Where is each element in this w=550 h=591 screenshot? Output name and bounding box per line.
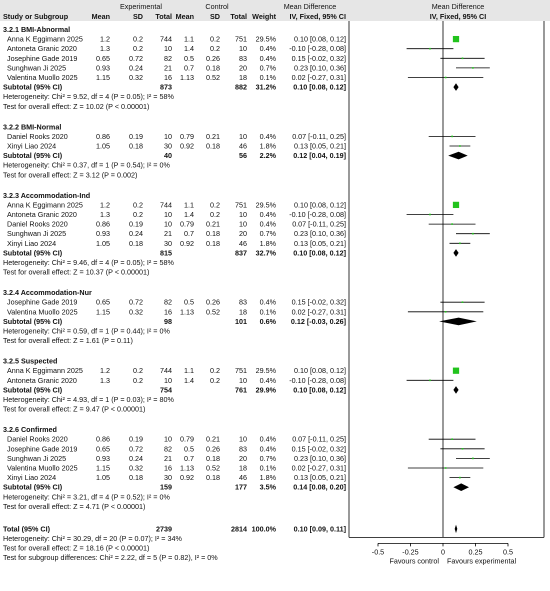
group-1-study-4-c-sd: 0.18 [206,63,220,73]
group-6-study-5-ci: 0.13 [0.05, 0.21] [294,473,346,483]
group-1-study-4-e-mean: 0.93 [96,63,110,73]
group-6-study-3-c-sd: 0.18 [206,453,220,463]
group-5-study-2-c-mean: 1.4 [184,375,194,385]
group-1-study-3-ci: 0.15 [-0.02, 0.32] [291,53,346,63]
total-ci: 0.10 [0.09, 0.11] [293,524,346,534]
group-5-study-2-name: Antoneta Granic 2020 [7,375,77,385]
group-6-study-2-ci: 0.15 [-0.02, 0.32] [291,444,346,454]
group-6-study-1-ci: 0.07 [-0.11, 0.25] [292,434,346,444]
header-plot-ci: IV, Fixed, 95% CI [429,12,487,21]
group-6-study-2-c-sd: 0.26 [206,444,220,454]
group-6-study-4-c-sd: 0.52 [206,463,220,473]
group-1-study-2-square [429,48,431,50]
group-5-study-1-c-total: 751 [235,366,247,376]
group-5-study-2-c-total: 10 [239,375,247,385]
header-c-mean: Mean [175,12,194,21]
group-3-study-5-ci: 0.13 [0.05, 0.21] [294,238,346,248]
group-5-study-1-name: Anna K Eggimann 2025 [7,366,83,376]
group-6-title: 3.2.6 Confirmed [3,425,57,435]
group-2-subtotal-ci: 0.12 [0.04, 0.19] [293,151,346,161]
group-5-subtotal-e-total: 754 [160,385,172,395]
group-4-note-1: Heterogeneity: Chi² = 0.59, df = 1 (P = 0.44); I² = 0% [3,326,170,336]
group-5-note-2: Test for overall effect: Z = 9.47 (P < 0.00001) [3,404,146,414]
group-5-study-1-e-sd: 0.2 [133,366,143,376]
group-3-study-3-name: Daniel Rooks 2020 [7,219,68,229]
group-3-study-2-e-total: 10 [164,210,172,219]
group-4-study-2-square [445,311,447,313]
x-tick-label-1: -0.5 [371,547,385,557]
group-6-study-1-name: Daniel Rooks 2020 [7,434,68,444]
group-1-study-2-e-total: 10 [164,44,172,54]
group-5-subtotal-label: Subtotal (95% CI) [3,385,63,395]
group-5-study-2-e-mean: 1.3 [100,375,110,385]
group-2-study-1-e-sd: 0.19 [129,131,143,141]
group-3-study-2-c-total: 10 [239,210,247,219]
group-2-study-2-square [459,145,461,147]
group-3-subtotal-label: Subtotal (95% CI) [3,248,63,258]
group-1-study-1-square [453,36,459,42]
group-2-subtotal-label: Subtotal (95% CI) [3,151,63,161]
group-1-study-3-name: Josephine Gade 2019 [7,53,78,63]
group-3-study-5-e-sd: 0.18 [129,238,143,248]
group-1-study-3-c-sd: 0.26 [206,53,220,63]
header-c-total: Total [230,12,247,21]
group-6-note-1: Heterogeneity: Chi² = 3.21, df = 4 (P = 0.52); I² = 0% [3,492,170,502]
group-1-study-2-c-mean: 1.4 [184,44,194,54]
group-1-study-4-e-sd: 0.24 [129,63,143,73]
group-4-subtotal-ci: 0.12 [-0.03, 0.26] [290,316,346,326]
group-2-title: 3.2.2 BMI-Normal [3,122,62,132]
group-1-study-3-e-total: 82 [164,53,172,63]
group-3-title: 3.2.3 Accommodation-Ind [3,190,91,200]
group-1-study-1-c-mean: 1.1 [184,34,194,44]
group-1-study-4-e-total: 21 [164,63,172,73]
group-3-subtotal-e-total: 815 [160,248,172,258]
group-3-study-1-c-sd: 0.2 [210,200,220,210]
group-1-subtotal-e-total: 873 [160,82,172,92]
group-3-study-4-ci: 0.23 [0.10, 0.36] [294,229,346,239]
group-1-study-5-e-mean: 1.15 [96,73,110,82]
group-2-study-2-c-total: 46 [239,141,247,151]
group-1-study-3-e-mean: 0.65 [96,53,110,63]
group-3-study-3-e-sd: 0.19 [129,219,143,229]
group-1-study-5-e-sd: 0.32 [129,73,143,82]
group-1-subtotal-ci: 0.10 [0.08, 0.12] [293,82,346,92]
group-6-study-1-c-mean: 0.79 [180,434,194,444]
group-6-subtotal-ci: 0.14 [0.08, 0.20] [293,482,346,492]
group-3-study-4-square [472,233,474,235]
group-3-study-3-e-total: 10 [164,219,172,229]
group-6-study-1-c-total: 10 [239,434,247,444]
group-3-study-4-e-mean: 0.93 [96,229,110,239]
group-1-study-3-c-mean: 0.5 [184,53,194,63]
group-3-study-4-weight: 0.7% [259,229,276,239]
group-6-subtotal-e-total: 159 [160,482,172,492]
group-3-study-3-weight: 0.4% [259,219,276,229]
group-3-study-5-c-mean: 0.92 [180,238,194,248]
group-5-study-2-e-sd: 0.2 [133,375,143,385]
group-6-study-2-weight: 0.4% [259,444,276,454]
group-6-subtotal-c-total: 177 [235,482,247,492]
group-3-subtotal-weight: 32.7% [255,248,276,258]
group-6-study-3-e-mean: 0.93 [96,453,110,463]
group-2-study-1-c-sd: 0.21 [206,131,220,141]
group-5-study-1-weight: 29.5% [255,366,276,376]
group-3-study-5-weight: 1.8% [259,238,276,248]
header-ci: IV, Fixed, 95% CI [289,12,346,21]
group-3-study-1-e-sd: 0.2 [133,200,143,210]
group-6-study-1-c-sd: 0.21 [206,434,220,444]
total-weight: 100.0% [251,524,276,534]
group-2-study-1-weight: 0.4% [259,131,276,141]
header-mean-difference: Mean Difference [283,2,337,11]
group-5-title: 3.2.5 Suspected [3,356,58,366]
group-2-note-2: Test for overall effect: Z = 3.12 (P = 0.002) [3,170,138,180]
group-6-subtotal-weight: 3.5% [259,482,276,492]
group-4-study-1-c-mean: 0.5 [184,297,194,307]
group-3-study-3-c-mean: 0.79 [180,219,194,229]
group-1-study-4-square [472,67,474,69]
group-1-study-5-e-total: 16 [164,73,172,82]
group-1-study-5-ci: 0.02 [-0.27, 0.31] [291,73,346,82]
group-6-study-1-square [451,438,453,440]
group-2-study-2-c-mean: 0.92 [180,141,194,151]
favours-experimental-label: Favours experimental [447,556,517,566]
group-4-study-2-weight: 0.1% [259,307,276,317]
group-4-subtotal-e-total: 98 [164,316,172,326]
group-6-study-4-square [445,467,447,469]
group-6-study-2-e-total: 82 [164,444,172,454]
group-6-study-2-square [462,448,464,450]
group-6-study-4-e-sd: 0.32 [129,463,143,473]
group-2-subtotal-c-total: 56 [239,151,247,161]
group-4-study-1-name: Josephine Gade 2019 [7,297,78,307]
group-1-study-1-name: Anna K Eggimann 2025 [7,34,83,44]
group-6-study-5-e-mean: 1.05 [96,473,110,483]
group-1-study-5-name: Valentina Muollo 2025 [7,73,78,82]
header-experimental: Experimental [120,2,162,11]
group-6-study-5-square [459,477,461,479]
total-e-total: 2739 [156,524,172,534]
group-1-study-1-e-total: 744 [160,34,172,44]
group-3-subtotal-ci: 0.10 [0.08, 0.12] [293,248,346,258]
group-1-subtotal-weight: 31.2% [255,82,276,92]
x-tick-label-4: 0.25 [468,547,483,557]
group-1-study-5-c-mean: 1.13 [180,73,194,82]
group-3-study-5-c-sd: 0.18 [206,238,220,248]
group-1-study-1-e-mean: 1.2 [100,34,110,44]
header-c-sd: SD [210,12,220,21]
group-2-study-1-c-mean: 0.79 [180,131,194,141]
group-3-study-1-square [453,202,459,208]
total-note-3: Test for subgroup differences: Chi² = 2.22, df = 5 (P = 0.82), I² = 0% [3,553,218,563]
header-study: Study or Subgroup [3,12,69,21]
group-6-study-5-c-mean: 0.92 [180,473,194,483]
group-1-study-3-square [462,58,464,60]
group-6-study-3-square [472,458,474,460]
group-6-study-2-e-sd: 0.72 [129,444,143,454]
total-note-1: Heterogeneity: Chi² = 30.29, df = 20 (P = 0.07); I² = 34% [3,534,182,543]
group-6-study-1-e-sd: 0.19 [129,434,143,444]
group-4-subtotal-c-total: 101 [235,316,247,326]
group-1-study-2-c-total: 10 [239,44,247,54]
group-1-study-3-c-total: 83 [239,53,247,63]
group-6-subtotal-diamond [453,483,469,491]
group-2-subtotal-diamond [448,152,468,160]
total-label: Total (95% CI) [3,524,50,534]
group-4-study-1-square [462,301,464,303]
header-weight: Weight [252,12,276,21]
group-3-subtotal-c-total: 837 [235,248,247,258]
group-6-study-5-weight: 1.8% [259,473,276,483]
group-5-study-1-ci: 0.10 [0.08, 0.12] [294,366,346,376]
total-c-total: 2814 [231,524,247,534]
group-2-study-1-square [451,136,453,138]
group-6-study-5-c-sd: 0.18 [206,473,220,483]
group-3-study-5-name: Xinyi Liao 2024 [7,238,57,248]
group-6-study-3-c-total: 20 [239,453,247,463]
group-6-study-4-weight: 0.1% [259,463,276,473]
group-1-study-4-c-mean: 0.7 [184,63,194,73]
group-6-study-1-e-total: 10 [164,434,172,444]
group-4-study-1-ci: 0.15 [-0.02, 0.32] [291,297,346,307]
group-6-study-3-e-total: 21 [164,453,172,463]
group-4-study-1-e-mean: 0.65 [96,297,110,307]
group-3-study-5-e-mean: 1.05 [96,238,110,248]
group-4-study-2-c-mean: 1.13 [180,307,194,317]
group-3-study-1-name: Anna K Eggimann 2025 [7,200,83,210]
group-1-study-2-ci: -0.10 [-0.28, 0.08] [289,44,346,54]
group-3-study-1-ci: 0.10 [0.08, 0.12] [294,200,346,210]
group-1-study-5-c-sd: 0.52 [206,73,220,82]
group-5-study-2-weight: 0.4% [259,375,276,385]
group-3-subtotal-diamond [453,249,458,257]
group-6-study-2-c-mean: 0.5 [184,444,194,454]
group-1-study-1-c-sd: 0.2 [210,34,220,44]
group-3-note-2: Test for overall effect: Z = 10.37 (P < 0.00001) [3,267,150,277]
group-5-study-1-e-mean: 1.2 [100,366,110,376]
group-4-study-2-e-total: 16 [164,307,172,317]
group-4-study-1-e-sd: 0.72 [129,297,143,307]
group-1-subtotal-c-total: 882 [235,82,247,92]
group-3-study-5-square [459,243,461,245]
group-6-study-3-ci: 0.23 [0.10, 0.36] [294,453,346,463]
group-2-study-2-name: Xinyi Liao 2024 [7,141,57,151]
group-2-note-1: Heterogeneity: Chi² = 0.37, df = 1 (P = 0.54); I² = 0% [3,160,170,170]
group-5-study-1-c-sd: 0.2 [210,366,220,376]
group-3-study-4-e-total: 21 [164,229,172,239]
group-6-study-4-name: Valentina Muollo 2025 [7,463,78,473]
group-3-study-4-c-sd: 0.18 [206,229,220,239]
group-2-study-2-e-sd: 0.18 [129,141,143,151]
group-3-study-1-c-total: 751 [235,200,247,210]
group-6-note-2: Test for overall effect: Z = 4.71 (P < 0.00001) [3,501,146,511]
group-2-study-1-c-total: 10 [239,131,247,141]
total-note-2: Test for overall effect: Z = 18.16 (P < 0.00001) [3,543,150,553]
group-1-title: 3.2.1 BMI-Abnormal [3,25,71,34]
group-1-study-5-c-total: 18 [239,73,247,82]
group-1-study-1-ci: 0.10 [0.08, 0.12] [294,34,346,44]
group-3-study-1-weight: 29.5% [255,200,276,210]
x-tick-label-2: -0.25 [402,547,419,557]
group-4-note-2: Test for overall effect: Z = 1.61 (P = 0.11) [3,336,133,346]
group-6-study-2-e-mean: 0.65 [96,444,110,454]
group-1-subtotal-label: Subtotal (95% CI) [3,82,63,92]
group-6-study-1-weight: 0.4% [259,434,276,444]
group-4-study-1-c-sd: 0.26 [206,297,220,307]
group-4-study-1-c-total: 83 [239,297,247,307]
group-2-subtotal-e-total: 40 [164,151,172,161]
group-3-study-5-c-total: 46 [239,238,247,248]
group-6-study-3-weight: 0.7% [259,453,276,463]
group-6-study-4-c-total: 18 [239,463,247,473]
group-5-subtotal-diamond [453,386,458,394]
group-4-study-2-ci: 0.02 [-0.27, 0.31] [291,307,346,317]
group-6-study-5-e-sd: 0.18 [129,473,143,483]
group-3-study-2-square [429,214,431,216]
group-1-study-5-square [445,77,447,79]
group-4-title: 3.2.4 Accommodation-Nur [3,288,92,298]
group-4-study-2-c-sd: 0.52 [206,307,220,317]
group-3-note-1: Heterogeneity: Chi² = 9.46, df = 4 (P = 0.05); I² = 58% [3,258,174,267]
group-4-study-2-e-sd: 0.32 [129,307,143,317]
group-3-study-4-c-total: 20 [239,229,247,239]
group-1-study-2-weight: 0.4% [259,44,276,54]
group-1-study-4-name: Sunghwan Ji 2025 [7,63,67,73]
group-1-study-2-name: Antoneta Granic 2020 [7,44,77,54]
group-1-note-2: Test for overall effect: Z = 10.02 (P < 0.00001) [3,101,150,111]
group-5-study-2-c-sd: 0.2 [210,375,220,385]
group-2-study-2-e-total: 30 [164,141,172,151]
group-3-study-2-name: Antoneta Granic 2020 [7,210,77,219]
group-4-study-2-c-total: 18 [239,307,247,317]
group-6-study-4-e-mean: 1.15 [96,463,110,473]
group-1-study-3-e-sd: 0.72 [129,53,143,63]
group-6-study-4-e-total: 16 [164,463,172,473]
group-5-subtotal-c-total: 761 [235,385,247,395]
header-e-sd: SD [133,12,143,21]
group-2-study-2-c-sd: 0.18 [206,141,220,151]
group-4-subtotal-label: Subtotal (95% CI) [3,316,63,326]
group-6-study-3-name: Sunghwan Ji 2025 [7,453,67,463]
group-6-study-3-e-sd: 0.24 [129,453,143,463]
group-2-study-1-e-mean: 0.86 [96,131,110,141]
group-4-subtotal-weight: 0.6% [259,316,276,326]
group-5-subtotal-weight: 29.9% [255,385,276,395]
group-6-study-1-e-mean: 0.86 [96,434,110,444]
group-1-study-5-weight: 0.1% [259,73,276,82]
group-5-study-2-ci: -0.10 [-0.28, 0.08] [289,375,346,385]
group-3-study-3-e-mean: 0.86 [96,219,110,229]
group-3-study-4-e-sd: 0.24 [129,229,143,239]
group-1-study-3-weight: 0.4% [259,53,276,63]
group-1-study-4-c-total: 20 [239,63,247,73]
group-3-study-1-e-mean: 1.2 [100,200,110,210]
group-6-study-3-c-mean: 0.7 [184,453,194,463]
group-6-study-5-name: Xinyi Liao 2024 [7,473,57,483]
group-4-study-1-e-total: 82 [164,297,172,307]
group-2-study-1-name: Daniel Rooks 2020 [7,131,68,141]
group-6-study-5-e-total: 30 [164,473,172,483]
group-1-study-2-c-sd: 0.2 [210,44,220,54]
favours-control-label: Favours control [389,556,439,566]
group-5-note-1: Heterogeneity: Chi² = 4.93, df = 1 (P = 0.03); I² = 80% [3,395,174,404]
group-1-subtotal-diamond [453,83,458,91]
group-5-study-1-e-total: 744 [160,366,172,376]
group-6-study-2-name: Josephine Gade 2019 [7,444,78,454]
group-4-subtotal-diamond [439,318,477,326]
group-3-study-3-c-sd: 0.21 [206,219,220,229]
group-3-study-1-c-mean: 1.1 [184,200,194,210]
group-1-study-1-c-total: 751 [235,34,247,44]
group-3-study-3-square [451,223,453,225]
group-3-study-2-e-sd: 0.2 [133,210,143,219]
group-3-study-5-e-total: 30 [164,238,172,248]
group-4-study-1-weight: 0.4% [259,297,276,307]
header-e-mean: Mean [91,12,110,21]
group-3-study-3-ci: 0.07 [-0.11, 0.25] [292,219,346,229]
group-1-study-4-ci: 0.23 [0.10, 0.36] [294,63,346,73]
header-control: Control [205,2,229,11]
group-3-study-2-ci: -0.10 [-0.28, 0.08] [289,210,346,219]
group-3-study-4-name: Sunghwan Ji 2025 [7,229,67,239]
group-1-study-2-e-mean: 1.3 [100,44,110,54]
group-2-study-2-weight: 1.8% [259,141,276,151]
group-1-study-2-e-sd: 0.2 [133,44,143,54]
group-5-study-2-e-total: 10 [164,375,172,385]
group-3-study-2-e-mean: 1.3 [100,210,110,219]
header-e-total: Total [155,12,172,21]
group-2-study-2-ci: 0.13 [0.05, 0.21] [294,141,346,151]
group-5-study-2-square [429,380,431,382]
group-1-study-1-e-sd: 0.2 [133,34,143,44]
total-diamond [455,525,458,533]
group-2-subtotal-weight: 2.2% [259,151,276,161]
group-1-note-1: Heterogeneity: Chi² = 9.52, df = 4 (P = 0.05); I² = 58% [3,92,174,102]
header-plot-mean-difference: Mean Difference [431,2,485,11]
group-6-study-4-ci: 0.02 [-0.27, 0.31] [291,463,346,473]
group-6-study-2-c-total: 83 [239,444,247,454]
group-6-study-4-c-mean: 1.13 [180,463,194,473]
group-2-study-2-e-mean: 1.05 [96,141,110,151]
group-3-study-2-weight: 0.4% [259,210,276,219]
group-3-study-2-c-mean: 1.4 [184,210,194,219]
group-3-study-1-e-total: 744 [160,200,172,210]
group-4-study-2-e-mean: 1.15 [96,307,110,317]
group-5-subtotal-ci: 0.10 [0.08, 0.12] [293,385,346,395]
group-3-study-4-c-mean: 0.7 [184,229,194,239]
group-5-study-1-square [453,368,459,374]
group-1-study-1-weight: 29.5% [255,34,276,44]
x-tick-label-5: 0.5 [503,547,513,557]
group-2-study-1-e-total: 10 [164,131,172,141]
x-tick-label-3: 0 [441,547,445,557]
group-1-study-4-weight: 0.7% [259,63,276,73]
group-6-subtotal-label: Subtotal (95% CI) [3,482,63,492]
group-2-study-1-ci: 0.07 [-0.11, 0.25] [292,131,346,141]
group-6-study-5-c-total: 46 [239,473,247,483]
group-4-study-2-name: Valentina Muollo 2025 [7,307,78,317]
group-5-study-1-c-mean: 1.1 [184,366,194,376]
group-3-study-3-c-total: 10 [239,219,247,229]
group-3-study-2-c-sd: 0.2 [210,210,220,219]
